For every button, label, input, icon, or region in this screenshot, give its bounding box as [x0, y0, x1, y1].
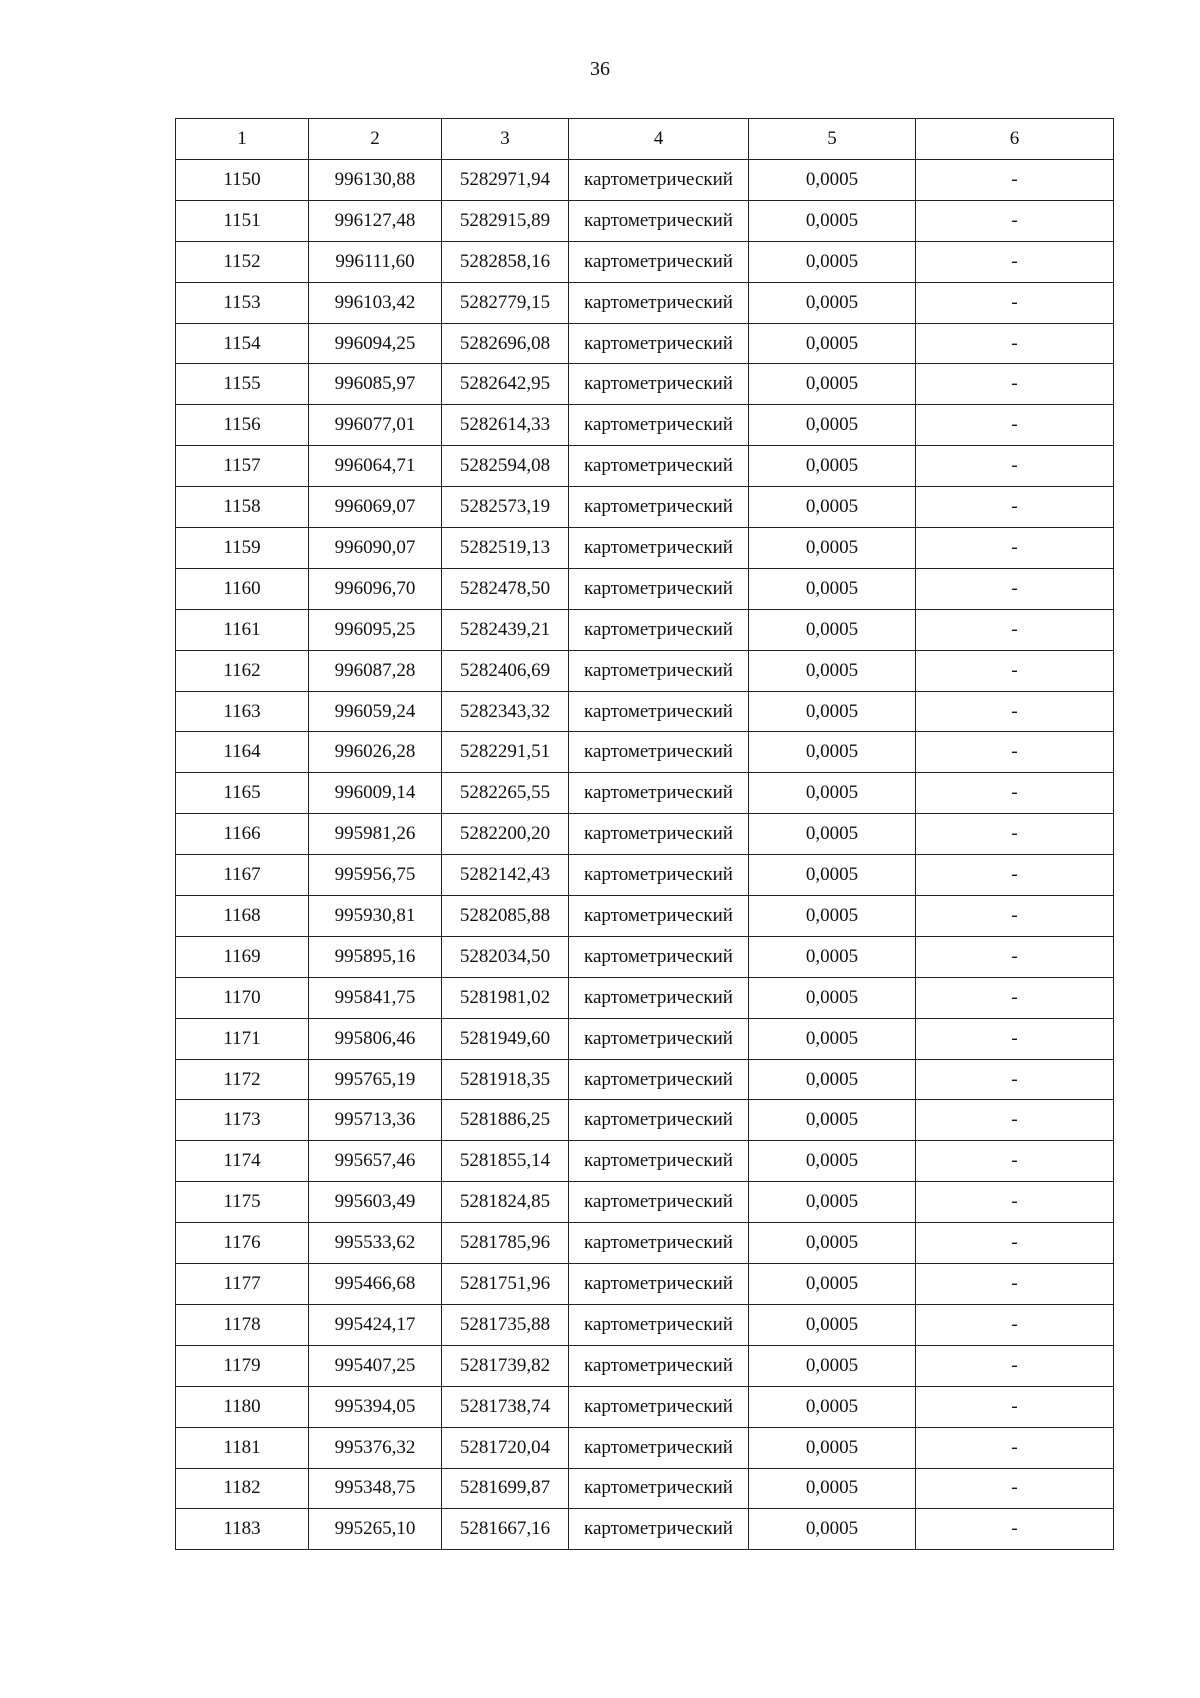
point-number-cell: 1152: [176, 241, 309, 282]
accuracy-cell: 0,0005: [749, 773, 916, 814]
method-cell: картометрический: [569, 1264, 749, 1305]
description-cell: -: [916, 200, 1114, 241]
y-coordinate-cell: 5281855,14: [442, 1141, 569, 1182]
y-coordinate-cell: 5282779,15: [442, 282, 569, 323]
header-row: [176, 119, 1114, 160]
column-header-4: 4: [569, 119, 749, 160]
y-coordinate-cell: 5281785,96: [442, 1223, 569, 1264]
x-coordinate-cell: 996127,48: [309, 200, 442, 241]
x-coordinate-cell: 995841,75: [309, 977, 442, 1018]
description-cell: -: [916, 977, 1114, 1018]
method-cell: картометрический: [569, 528, 749, 569]
accuracy-cell: 0,0005: [749, 200, 916, 241]
accuracy-cell: 0,0005: [749, 650, 916, 691]
x-coordinate-cell: 995265,10: [309, 1509, 442, 1550]
x-coordinate-cell: 995424,17: [309, 1304, 442, 1345]
method-cell: картометрический: [569, 1182, 749, 1223]
description-cell: -: [916, 1345, 1114, 1386]
x-coordinate-cell: 995895,16: [309, 936, 442, 977]
accuracy-cell: 0,0005: [749, 855, 916, 896]
y-coordinate-cell: 5281738,74: [442, 1386, 569, 1427]
method-cell: картометрический: [569, 446, 749, 487]
method-cell: картометрический: [569, 1223, 749, 1264]
description-cell: -: [916, 1141, 1114, 1182]
x-coordinate-cell: 996095,25: [309, 609, 442, 650]
point-number-cell: 1183: [176, 1509, 309, 1550]
accuracy-cell: 0,0005: [749, 364, 916, 405]
point-number-cell: 1164: [176, 732, 309, 773]
table-row: [176, 528, 1114, 569]
description-cell: -: [916, 568, 1114, 609]
method-cell: картометрический: [569, 282, 749, 323]
description-cell: -: [916, 1182, 1114, 1223]
point-number-cell: 1177: [176, 1264, 309, 1305]
column-header-6: 6: [916, 119, 1114, 160]
method-cell: картометрический: [569, 1100, 749, 1141]
method-cell: картометрический: [569, 936, 749, 977]
x-coordinate-cell: 996064,71: [309, 446, 442, 487]
accuracy-cell: 0,0005: [749, 323, 916, 364]
y-coordinate-cell: 5281751,96: [442, 1264, 569, 1305]
y-coordinate-cell: 5281699,87: [442, 1468, 569, 1509]
table-row: [176, 1100, 1114, 1141]
x-coordinate-cell: 995765,19: [309, 1059, 442, 1100]
y-coordinate-cell: 5282034,50: [442, 936, 569, 977]
table-row: [176, 1386, 1114, 1427]
point-number-cell: 1176: [176, 1223, 309, 1264]
point-number-cell: 1150: [176, 160, 309, 201]
accuracy-cell: 0,0005: [749, 487, 916, 528]
description-cell: -: [916, 1100, 1114, 1141]
y-coordinate-cell: 5282915,89: [442, 200, 569, 241]
method-cell: картометрический: [569, 609, 749, 650]
description-cell: -: [916, 1018, 1114, 1059]
table-row: [176, 609, 1114, 650]
point-number-cell: 1171: [176, 1018, 309, 1059]
table-row: [176, 1182, 1114, 1223]
accuracy-cell: 0,0005: [749, 1018, 916, 1059]
method-cell: картометрический: [569, 160, 749, 201]
accuracy-cell: 0,0005: [749, 609, 916, 650]
y-coordinate-cell: 5281886,25: [442, 1100, 569, 1141]
point-number-cell: 1168: [176, 896, 309, 937]
accuracy-cell: 0,0005: [749, 528, 916, 569]
method-cell: картометрический: [569, 977, 749, 1018]
description-cell: -: [916, 1059, 1114, 1100]
accuracy-cell: 0,0005: [749, 1059, 916, 1100]
table-row: [176, 446, 1114, 487]
accuracy-cell: 0,0005: [749, 814, 916, 855]
accuracy-cell: 0,0005: [749, 936, 916, 977]
x-coordinate-cell: 995981,26: [309, 814, 442, 855]
description-cell: -: [916, 609, 1114, 650]
method-cell: картометрический: [569, 1509, 749, 1550]
point-number-cell: 1179: [176, 1345, 309, 1386]
x-coordinate-cell: 995956,75: [309, 855, 442, 896]
x-coordinate-cell: 995376,32: [309, 1427, 442, 1468]
x-coordinate-cell: 995407,25: [309, 1345, 442, 1386]
method-cell: картометрический: [569, 200, 749, 241]
method-cell: картометрический: [569, 691, 749, 732]
accuracy-cell: 0,0005: [749, 896, 916, 937]
description-cell: -: [916, 241, 1114, 282]
coordinates-table: [175, 118, 1114, 1550]
table-row: [176, 814, 1114, 855]
x-coordinate-cell: 996059,24: [309, 691, 442, 732]
method-cell: картометрический: [569, 1427, 749, 1468]
description-cell: -: [916, 1264, 1114, 1305]
table-row: [176, 1427, 1114, 1468]
description-cell: -: [916, 1509, 1114, 1550]
description-cell: -: [916, 1304, 1114, 1345]
point-number-cell: 1178: [176, 1304, 309, 1345]
table-row: [176, 1018, 1114, 1059]
x-coordinate-cell: 995930,81: [309, 896, 442, 937]
table-row: [176, 1141, 1114, 1182]
column-header-5: 5: [749, 119, 916, 160]
method-cell: картометрический: [569, 364, 749, 405]
y-coordinate-cell: 5282858,16: [442, 241, 569, 282]
method-cell: картометрический: [569, 405, 749, 446]
x-coordinate-cell: 996090,07: [309, 528, 442, 569]
y-coordinate-cell: 5281667,16: [442, 1509, 569, 1550]
description-cell: -: [916, 1223, 1114, 1264]
accuracy-cell: 0,0005: [749, 1223, 916, 1264]
method-cell: картометрический: [569, 241, 749, 282]
point-number-cell: 1160: [176, 568, 309, 609]
description-cell: -: [916, 446, 1114, 487]
y-coordinate-cell: 5281735,88: [442, 1304, 569, 1345]
method-cell: картометрический: [569, 1345, 749, 1386]
table-row: [176, 1059, 1114, 1100]
y-coordinate-cell: 5282406,69: [442, 650, 569, 691]
y-coordinate-cell: 5281824,85: [442, 1182, 569, 1223]
method-cell: картометрический: [569, 568, 749, 609]
x-coordinate-cell: 996096,70: [309, 568, 442, 609]
column-header-3: 3: [442, 119, 569, 160]
description-cell: -: [916, 773, 1114, 814]
method-cell: картометрический: [569, 1468, 749, 1509]
table-row: [176, 200, 1114, 241]
table-row: [176, 977, 1114, 1018]
point-number-cell: 1156: [176, 405, 309, 446]
table-body: [176, 160, 1114, 1550]
accuracy-cell: 0,0005: [749, 1304, 916, 1345]
y-coordinate-cell: 5282200,20: [442, 814, 569, 855]
point-number-cell: 1162: [176, 650, 309, 691]
accuracy-cell: 0,0005: [749, 1386, 916, 1427]
x-coordinate-cell: 995713,36: [309, 1100, 442, 1141]
x-coordinate-cell: 996111,60: [309, 241, 442, 282]
point-number-cell: 1158: [176, 487, 309, 528]
description-cell: -: [916, 323, 1114, 364]
y-coordinate-cell: 5282614,33: [442, 405, 569, 446]
description-cell: -: [916, 528, 1114, 569]
description-cell: -: [916, 405, 1114, 446]
x-coordinate-cell: 996069,07: [309, 487, 442, 528]
column-header-1: 1: [176, 119, 309, 160]
accuracy-cell: 0,0005: [749, 568, 916, 609]
x-coordinate-cell: 996103,42: [309, 282, 442, 323]
y-coordinate-cell: 5282642,95: [442, 364, 569, 405]
table-row: [176, 1509, 1114, 1550]
point-number-cell: 1165: [176, 773, 309, 814]
accuracy-cell: 0,0005: [749, 241, 916, 282]
point-number-cell: 1157: [176, 446, 309, 487]
y-coordinate-cell: 5281949,60: [442, 1018, 569, 1059]
accuracy-cell: 0,0005: [749, 732, 916, 773]
table-row: [176, 323, 1114, 364]
y-coordinate-cell: 5282343,32: [442, 691, 569, 732]
method-cell: картометрический: [569, 650, 749, 691]
point-number-cell: 1154: [176, 323, 309, 364]
point-number-cell: 1161: [176, 609, 309, 650]
description-cell: -: [916, 364, 1114, 405]
point-number-cell: 1169: [176, 936, 309, 977]
accuracy-cell: 0,0005: [749, 1182, 916, 1223]
accuracy-cell: 0,0005: [749, 282, 916, 323]
x-coordinate-cell: 995466,68: [309, 1264, 442, 1305]
description-cell: -: [916, 814, 1114, 855]
description-cell: -: [916, 1468, 1114, 1509]
table-row: [176, 282, 1114, 323]
description-cell: -: [916, 855, 1114, 896]
x-coordinate-cell: 996087,28: [309, 650, 442, 691]
x-coordinate-cell: 995533,62: [309, 1223, 442, 1264]
method-cell: картометрический: [569, 487, 749, 528]
y-coordinate-cell: 5282085,88: [442, 896, 569, 937]
y-coordinate-cell: 5282478,50: [442, 568, 569, 609]
table-row: [176, 160, 1114, 201]
point-number-cell: 1181: [176, 1427, 309, 1468]
description-cell: -: [916, 732, 1114, 773]
method-cell: картометрический: [569, 855, 749, 896]
table-row: [176, 405, 1114, 446]
method-cell: картометрический: [569, 896, 749, 937]
method-cell: картометрический: [569, 773, 749, 814]
accuracy-cell: 0,0005: [749, 405, 916, 446]
description-cell: -: [916, 650, 1114, 691]
accuracy-cell: 0,0005: [749, 691, 916, 732]
table-row: [176, 936, 1114, 977]
x-coordinate-cell: 995394,05: [309, 1386, 442, 1427]
point-number-cell: 1182: [176, 1468, 309, 1509]
description-cell: -: [916, 896, 1114, 937]
method-cell: картометрический: [569, 1386, 749, 1427]
x-coordinate-cell: 996130,88: [309, 160, 442, 201]
y-coordinate-cell: 5282696,08: [442, 323, 569, 364]
point-number-cell: 1167: [176, 855, 309, 896]
table-row: [176, 691, 1114, 732]
y-coordinate-cell: 5281918,35: [442, 1059, 569, 1100]
table-row: [176, 896, 1114, 937]
accuracy-cell: 0,0005: [749, 1427, 916, 1468]
table-row: [176, 855, 1114, 896]
accuracy-cell: 0,0005: [749, 160, 916, 201]
table-row: [176, 1223, 1114, 1264]
y-coordinate-cell: 5281981,02: [442, 977, 569, 1018]
table-row: [176, 487, 1114, 528]
table-row: [176, 364, 1114, 405]
point-number-cell: 1174: [176, 1141, 309, 1182]
page-number: 36: [590, 58, 610, 80]
description-cell: -: [916, 160, 1114, 201]
x-coordinate-cell: 996026,28: [309, 732, 442, 773]
method-cell: картометрический: [569, 732, 749, 773]
y-coordinate-cell: 5282594,08: [442, 446, 569, 487]
point-number-cell: 1173: [176, 1100, 309, 1141]
table-row: [176, 732, 1114, 773]
point-number-cell: 1170: [176, 977, 309, 1018]
description-cell: -: [916, 487, 1114, 528]
description-cell: -: [916, 936, 1114, 977]
accuracy-cell: 0,0005: [749, 1141, 916, 1182]
point-number-cell: 1155: [176, 364, 309, 405]
y-coordinate-cell: 5282519,13: [442, 528, 569, 569]
y-coordinate-cell: 5282265,55: [442, 773, 569, 814]
x-coordinate-cell: 995657,46: [309, 1141, 442, 1182]
x-coordinate-cell: 996009,14: [309, 773, 442, 814]
x-coordinate-cell: 996077,01: [309, 405, 442, 446]
table-row: [176, 241, 1114, 282]
x-coordinate-cell: 996085,97: [309, 364, 442, 405]
table-row: [176, 1345, 1114, 1386]
y-coordinate-cell: 5282439,21: [442, 609, 569, 650]
description-cell: -: [916, 282, 1114, 323]
point-number-cell: 1180: [176, 1386, 309, 1427]
y-coordinate-cell: 5282142,43: [442, 855, 569, 896]
x-coordinate-cell: 996094,25: [309, 323, 442, 364]
method-cell: картометрический: [569, 1059, 749, 1100]
method-cell: картометрический: [569, 1141, 749, 1182]
accuracy-cell: 0,0005: [749, 1509, 916, 1550]
method-cell: картометрический: [569, 323, 749, 364]
point-number-cell: 1151: [176, 200, 309, 241]
accuracy-cell: 0,0005: [749, 1264, 916, 1305]
table-row: [176, 1304, 1114, 1345]
column-header-2: 2: [309, 119, 442, 160]
accuracy-cell: 0,0005: [749, 446, 916, 487]
accuracy-cell: 0,0005: [749, 977, 916, 1018]
description-cell: -: [916, 1427, 1114, 1468]
y-coordinate-cell: 5282971,94: [442, 160, 569, 201]
point-number-cell: 1166: [176, 814, 309, 855]
description-cell: -: [916, 1386, 1114, 1427]
description-cell: -: [916, 691, 1114, 732]
table-row: [176, 1468, 1114, 1509]
y-coordinate-cell: 5282573,19: [442, 487, 569, 528]
method-cell: картометрический: [569, 814, 749, 855]
method-cell: картометрический: [569, 1304, 749, 1345]
x-coordinate-cell: 995806,46: [309, 1018, 442, 1059]
y-coordinate-cell: 5281720,04: [442, 1427, 569, 1468]
table-row: [176, 650, 1114, 691]
table-row: [176, 1264, 1114, 1305]
point-number-cell: 1172: [176, 1059, 309, 1100]
accuracy-cell: 0,0005: [749, 1468, 916, 1509]
accuracy-cell: 0,0005: [749, 1100, 916, 1141]
accuracy-cell: 0,0005: [749, 1345, 916, 1386]
table-header: [176, 119, 1114, 160]
x-coordinate-cell: 995348,75: [309, 1468, 442, 1509]
y-coordinate-cell: 5281739,82: [442, 1345, 569, 1386]
point-number-cell: 1175: [176, 1182, 309, 1223]
point-number-cell: 1153: [176, 282, 309, 323]
table-row: [176, 773, 1114, 814]
point-number-cell: 1159: [176, 528, 309, 569]
table-row: [176, 568, 1114, 609]
method-cell: картометрический: [569, 1018, 749, 1059]
y-coordinate-cell: 5282291,51: [442, 732, 569, 773]
x-coordinate-cell: 995603,49: [309, 1182, 442, 1223]
point-number-cell: 1163: [176, 691, 309, 732]
